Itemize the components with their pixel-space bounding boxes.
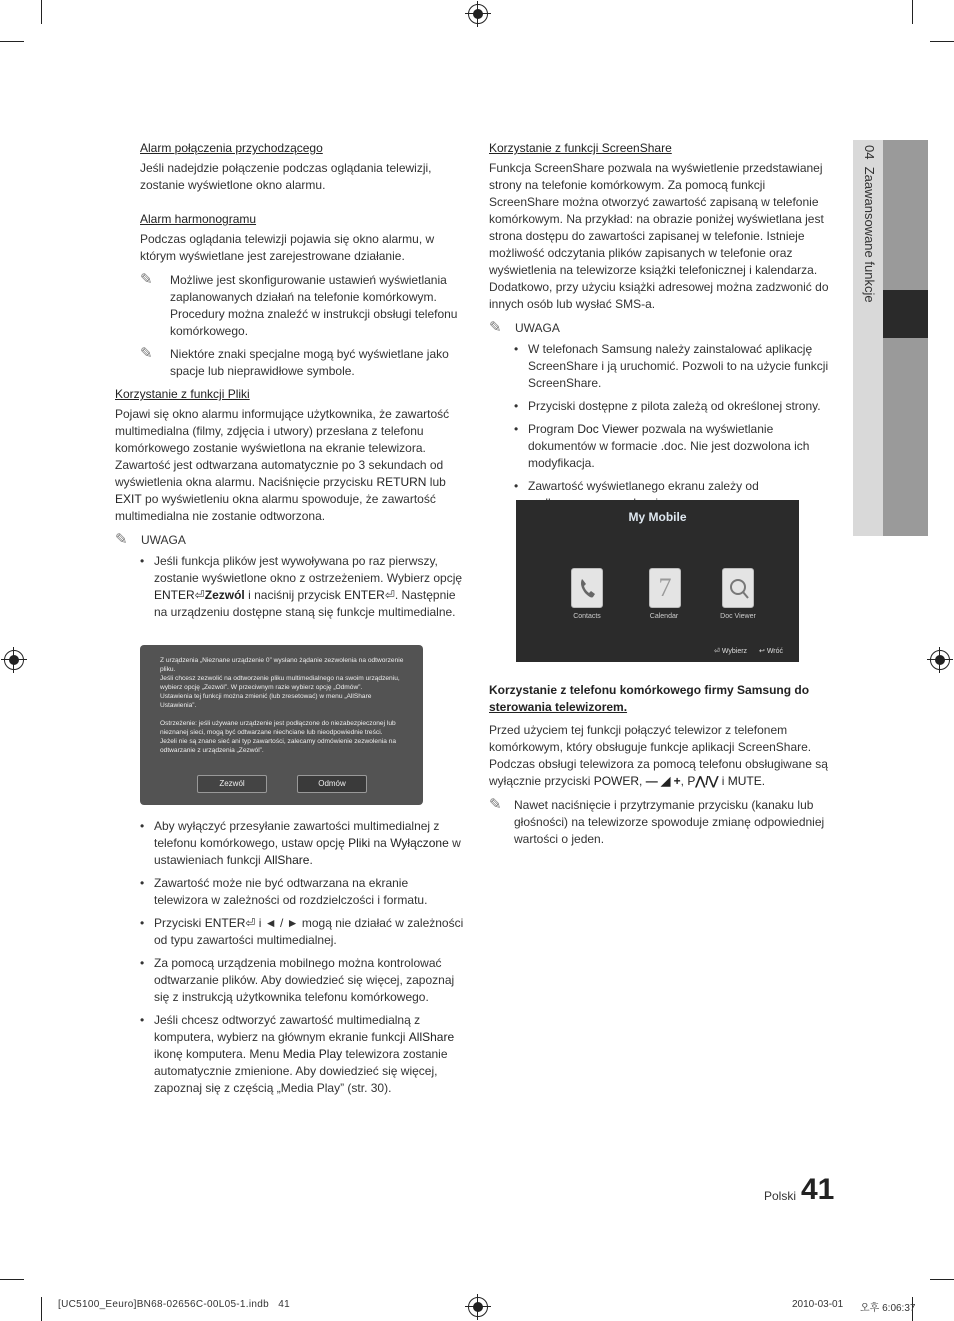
crop-mark xyxy=(912,0,913,24)
note: ✎ Możliwe jest skonfigurowanie ustawień wyświetlania zaplanowanych działań na telefonie komórkowym. Procedury można znaleźć w instrukcji obsługi telefonu komórkowego. xyxy=(140,271,458,338)
note: ✎ Nawet naciśnięcie i przytrzymanie przycisku (kanaku lub głośności) na telewizorze spowoduje zmianę odpowiedniej wartości o jeden. xyxy=(489,796,825,846)
channel-up-down-icon: ⋀/⋁ xyxy=(695,774,719,788)
language-label: Polski xyxy=(764,1189,797,1203)
crop-mark xyxy=(41,0,42,24)
footer-date: 2010-03-01 xyxy=(792,1299,844,1310)
section-heading: Korzystanie z funkcji Pliki xyxy=(115,387,250,401)
enter-icon: ⏎ xyxy=(714,648,720,655)
crop-mark xyxy=(0,1279,24,1280)
select-hint: ⏎ Wybierz xyxy=(714,648,748,655)
crop-mark xyxy=(0,41,24,42)
note-pencil-icon: ✎ xyxy=(489,796,502,813)
doc-viewer-label: Doc Viewer xyxy=(720,613,756,620)
bullet-list xyxy=(489,341,834,512)
left-bottom-column xyxy=(115,818,465,1103)
paragraph: Pojawi się okno alarmu informujące użytkownika, że zawartość multimedialna (filmy, zdjęcia i utwory) przesłana z telefonu komórkowego zostanie wyświetlona na ekranie telewizora. Zawartość jest odtwarzana automatycznie po 3 sekundach od wyświetlenia okna alarmu. Naciśnięcie przycisku RETURN lub EXIT po wyświetleniu okna alarmu spowoduje, że zawartość multimedialna nie zostanie odtworzona. xyxy=(115,407,450,523)
section-heading: Alarm połączenia przychodzącego xyxy=(140,141,323,155)
right-column xyxy=(489,140,834,518)
left-lower-column xyxy=(115,386,465,627)
enter-icon: ⏎ xyxy=(194,588,205,602)
list-item: • Aby wyłączyć przesyłanie zawartości multimedialnej z telefonu komórkowego, ustaw opcję Pliki na Wyłączone w ustawieniach funkcji AllShare. xyxy=(140,819,461,867)
note: ✎ Niektóre znaki specjalne mogą być wyświetlane jako spacje lub nieprawidłowe symbole. xyxy=(140,345,449,378)
permission-dialog xyxy=(140,645,423,805)
note-heading: ✎ UWAGA xyxy=(489,319,560,336)
my-mobile-screen xyxy=(516,500,799,662)
section-heading-line: Korzystanie z telefonu komórkowego firmy Samsung do xyxy=(489,683,810,697)
note-pencil-icon: ✎ xyxy=(140,345,153,362)
section-heading: Korzystanie z funkcji ScreenShare xyxy=(489,141,672,155)
bullet-list xyxy=(115,818,465,1097)
paragraph: Przed użyciem tej funkcji połączyć telewizor z telefonem komórkowym, który obsługuje funkcje aplikacji ScreenShare. Podczas obsługi telewizora za pomocą telefonu obsługiwane są wyłącznie przyciski POWER, — ◢ +, P⋀/⋁ i MUTE. xyxy=(489,723,828,788)
list-item: • Zawartość może nie być odtwarzana na ekranie telewizora w zależności od rozdzielczości i formatu. xyxy=(140,876,428,907)
return-icon: ↩ xyxy=(759,648,765,655)
registration-mark-icon xyxy=(930,650,950,670)
calendar-label: Calendar xyxy=(649,613,679,620)
list-item: • Jeśli funkcja plików jest wywoływana po raz pierwszy, zostanie wyświetlone okno z ostrzeżeniem. Wybierz opcję ENTER⏎Zezwól i naciśnij przycisk ENTER⏎. Następnie na urządzeniu dostępne staną się funkcje multimedialne. xyxy=(140,554,463,619)
list-item: • Program Doc Viewer pozwala na wyświetlanie dokumentów w formacie .doc. Nie jest dozwolona ich modyfikacja. xyxy=(514,422,810,470)
left-upper-column xyxy=(140,140,465,386)
my-mobile-title: My Mobile xyxy=(628,510,687,524)
section-heading: Alarm harmonogramu xyxy=(140,212,257,226)
paragraph: Funkcja ScreenShare pozwala na wyświetlenie przedstawianej strony na telefonie komórkowym. Za pomocą funkcji ScreenShare można otworzyć zawartość zapisaną w telefonie komórkowym. Na przykład: na obrazie poniżej wyświetlana jest strona dostępu do zawartości zapisanej w telefonie. Istnieje możliwość odczytania plików zapisanych w telefonie oraz wyświetlenia na telewizorze książki telefonicznej i kalendarza. Dodatkowo, przy użyciu książki adresowej można zadzwonić do innych osób lub wysłać SMS-a. xyxy=(489,161,829,311)
page-number: 41 xyxy=(801,1173,835,1206)
list-item: • Przyciski ENTER⏎ i ◄ / ► mogą nie działać w zależności od typu zawartości multimedialnej. xyxy=(140,916,464,947)
registration-mark-icon xyxy=(4,650,24,670)
deny-button[interactable]: Odmów xyxy=(297,775,367,793)
back-hint: ↩ Wróć xyxy=(759,648,784,655)
chapter-title: 04 Zaawansowane funkcje xyxy=(862,145,877,303)
registration-mark-icon xyxy=(468,1297,488,1317)
note-pencil-icon: ✎ xyxy=(140,271,153,288)
contacts-label: Contacts xyxy=(573,613,601,620)
bullet-list xyxy=(115,553,465,621)
volume-icon: — ◢ + xyxy=(645,774,681,788)
paragraph: Podczas oglądania telewizji pojawia się okno alarmu, w którym wyświetlane jest zarejestrowane działanie. xyxy=(140,232,435,263)
enter-icon: ⏎ xyxy=(245,916,256,930)
doc-viewer-icon[interactable] xyxy=(722,568,754,608)
section-heading-line: sterowania telewizorem. xyxy=(489,700,628,714)
list-item: • Przyciski dostępne z pilota zależą od określonej strony. xyxy=(514,399,821,413)
allow-button[interactable]: Zezwól xyxy=(197,775,267,793)
footer-time: 오후 6:06:37 xyxy=(860,1303,916,1314)
enter-icon: ⏎ xyxy=(384,588,395,602)
note-pencil-icon: ✎ xyxy=(489,319,502,336)
note-pencil-icon: ✎ xyxy=(115,531,128,548)
list-item: • Zawartość wyświetlanego ekranu zależy od xyxy=(514,479,759,493)
list-item: • Za pomocą urządzenia mobilnego można kontrolować odtwarzanie plików. Aby dowiedzieć się więcej, zapoznaj się z instrukcją użytkownika telefonu komórkowego. xyxy=(140,956,455,1004)
chapter-sidebar-band xyxy=(883,140,928,536)
registration-mark-icon xyxy=(468,4,488,24)
crop-mark xyxy=(930,1279,954,1280)
right-lower-column xyxy=(489,682,834,854)
crop-mark xyxy=(41,1297,42,1321)
chapter-sidebar-marker xyxy=(883,290,928,338)
paragraph: Jeśli nadejdzie połączenie podczas oglądania telewizji, zostanie wyświetlone okno alarmu. xyxy=(140,161,432,192)
dialog-text: Z urządzenia „Nieznane urządzenie 0” wysłano żądanie zezwolenia na odtworzenie pliku. Jeśli chcesz zezwolić na odtworzenie pliku multimedialnego na swoim urządzeniu, wybierz opcję „Zezwól”. W przeciwnym razie wybierz opcję „Odmów”. Ustawienia tej funkcji można zmienić (lub zresetować) w menu „AllShare Ustawienia”. Ostrzeżenie: jeśli używane urządzenie jest podłączone do niezabezpieczonej lub nieznanej sieci, mogą być odtwarzane niechciane lub nieodpowiednie treści. Jeżeli nie są znane sieć ani typ zawartości, zalecamy odmówienie zezwolenia na odtwarzanie z urządzenia „Zezwól”. xyxy=(160,657,404,754)
crop-mark xyxy=(930,41,954,42)
list-item: • W telefonach Samsung należy zainstalować aplikację ScreenShare i ją uruchomić. Pozwoli to na użycie funkcji ScreenShare. xyxy=(514,342,829,390)
footer-filename: [UC5100_Eeuro]BN68-02656C-00L05-1.indb 41 xyxy=(58,1299,290,1310)
calendar-icon[interactable]: 7 xyxy=(649,568,681,608)
contacts-icon[interactable] xyxy=(571,568,603,608)
note-heading: ✎ UWAGA xyxy=(115,531,186,548)
list-item: • Jeśli chcesz odtworzyć zawartość multimedialną z komputera, wybierz na głównym ekranie funkcji AllShare ikonę komputera. Menu Media Play telewizora zostanie automatycznie zmienione. Aby dowiedzieć się więcej, zapoznaj się z częścią „Media Play” (str. 30). xyxy=(140,1013,455,1095)
